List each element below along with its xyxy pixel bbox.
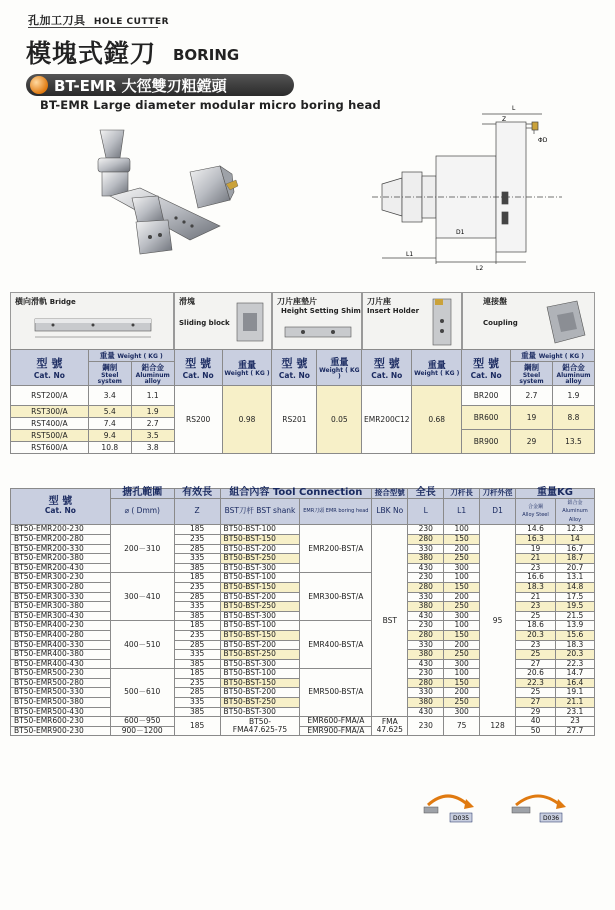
table-cell: BT50-EMR400-380 — [11, 650, 111, 660]
table-cell: 200 — [444, 688, 480, 698]
table-cell: 14.7 — [555, 669, 594, 679]
t1-h-weight-coupling: 重量 Weight ( KG ) — [511, 350, 595, 362]
table-cell: BT50-BST-250 — [220, 698, 300, 708]
page-title-cn: 模塊式鏜刀 — [26, 39, 157, 68]
table-cell: 230 — [408, 669, 444, 679]
table-cell: 335 — [174, 698, 220, 708]
bridge-image-cell: 橫向滑軌 Bridge — [10, 292, 174, 350]
table-cell: 18.6 — [516, 621, 556, 631]
table-cell: 100 — [444, 525, 480, 535]
table-cell: BT50-EMR500-430 — [11, 707, 111, 717]
table-cell: 16.7 — [555, 544, 594, 554]
table-cell: 12.3 — [555, 525, 594, 535]
table-cell: BT50-EMR200-330 — [11, 544, 111, 554]
table-cell: BT50-EMR600-230 — [11, 717, 111, 727]
table-cell: 0.68 — [412, 386, 462, 454]
table-cell: 385 — [174, 707, 220, 717]
table-cell: 17.5 — [555, 592, 594, 602]
dim-label-Z: Z — [502, 116, 507, 123]
table-cell: 280 — [408, 678, 444, 688]
table-cell: RST300/A — [11, 406, 89, 418]
table-cell: 1.9 — [131, 406, 174, 418]
table-cell: 23 — [555, 717, 594, 727]
table-cell: BT50-EMR300-230 — [11, 573, 111, 583]
table-cell: EMR200C12 — [362, 386, 412, 454]
table-row — [11, 525, 595, 535]
table-cell: BT50-EMR500-380 — [11, 698, 111, 708]
table-cell: 330 — [408, 544, 444, 554]
table-cell: BR900 — [462, 430, 511, 454]
table-cell: 385 — [174, 563, 220, 573]
table-cell: 385 — [174, 611, 220, 621]
table-cell: BT50-BST-150 — [220, 678, 300, 688]
table-cell: 380 — [408, 602, 444, 612]
t1-h-model-holder: 型 號 Cat. No — [362, 350, 412, 386]
table-cell: EMR900-FMA/A — [300, 726, 372, 736]
table-cell: 5.4 — [88, 406, 131, 418]
table-cell: 13.1 — [555, 573, 594, 583]
table-cell: 250 — [444, 698, 480, 708]
table-cell: 23 — [516, 640, 556, 650]
table-cell: 235 — [174, 678, 220, 688]
fma-bst-2: FMA47.625-75 — [232, 725, 288, 735]
table-cell: 16.4 — [555, 678, 594, 688]
table-cell — [220, 717, 300, 736]
table-cell: 2.7 — [131, 418, 174, 430]
header-divider — [28, 27, 158, 28]
category-label — [28, 12, 169, 28]
table-cell: 380 — [408, 554, 444, 564]
table-cell: 27.7 — [555, 726, 594, 736]
table-cell: 235 — [174, 534, 220, 544]
t1-h-weight-holder: 重量 Weight ( KG ) — [412, 350, 462, 386]
dim-label-D1: D1 — [456, 229, 465, 236]
table-cell: 300 — [444, 563, 480, 573]
table-cell: 25 — [516, 688, 556, 698]
table-cell: 14 — [555, 534, 594, 544]
subtitle-en: BT-EMR Large diameter modular micro boring head — [40, 98, 381, 112]
table-cell: BT50-EMR500-330 — [11, 688, 111, 698]
table-cell: 185 — [174, 573, 220, 583]
table-cell: BT50-EMR400-330 — [11, 640, 111, 650]
t1-h-weight-slide: 重量 Weight ( KG ) — [222, 350, 272, 386]
table-cell: 430 — [408, 611, 444, 621]
sliding-block-image-cell: 滑塊 Sliding block — [174, 292, 272, 350]
table-cell: BT50-BST-150 — [220, 534, 300, 544]
subtitle-bar — [26, 74, 294, 96]
table-cell: 300 — [444, 611, 480, 621]
table-cell: BT50-BST-100 — [220, 621, 300, 631]
table-cell: 200 — [444, 544, 480, 554]
shim-icon — [283, 321, 353, 343]
table-cell: 22.3 — [516, 678, 556, 688]
table-cell: EMR300-BST/A — [300, 573, 372, 621]
chamfer-tool-icon — [508, 785, 568, 825]
table-cell: 3.5 — [131, 430, 174, 442]
table-cell: EMR500-BST/A — [300, 669, 372, 717]
table-cell: BT50-BST-200 — [220, 544, 300, 554]
table-cell: 900－1200 — [110, 726, 174, 736]
table-cell: 230 — [408, 621, 444, 631]
table-cell: 19 — [511, 406, 553, 430]
table-cell: 29 — [516, 707, 556, 717]
t1-h-model-slide: 型 號 Cat. No — [174, 350, 222, 386]
parts-weight-table: 型 號 Cat. No 重量 Weight ( KG ) 型 號 Cat. No 重量 Weight ( KG ) 型 號 Cat. No 重量 Weight ( KG ) 型 號 Cat. No 重量 Weight ( KG ) 型 號 Cat. No 重量 Weight ( KG ) 鋼制 Steel system 鋁合金 Aluminum alloy 鋼制 Steel system 鋁合金 Aluminum alloy RST200/A 3.4 1.1 RS200 0.98 RS201 0.05 EMR200C12 0.68 BR200 2.7 1.9 RST300/A 5.4 1.9 BR600 19 8.8 RST400/A 7.4 2.7 RST500/A 9.4 3.5 BR900 29 13.5 RST600/A 10.8 3.8 — [10, 349, 595, 454]
table-cell: 200 — [444, 640, 480, 650]
table-cell: BT50-BST-300 — [220, 563, 300, 573]
table-cell: BR600 — [462, 406, 511, 430]
table-cell: 100 — [444, 573, 480, 583]
table-cell: 23 — [516, 563, 556, 573]
table-cell: RST200/A — [11, 386, 89, 406]
table-cell: BT50-EMR300-330 — [11, 592, 111, 602]
table-cell: 19 — [516, 544, 556, 554]
boring-head-spec-table: 型 號 Cat. No 搪孔範圍 有效長 組合內容 Tool Connection 接合型號 全長 刀杆長 刀杆外徑 重量KG ⌀ ( Dmm) Z BST刀杆 BST shank EMR刀頭 EMR boring head LBK No L L1 D1 合金鋼 Alloy Steel 鋁合金 Aluminum Alloy BT50-EMR200-230 200－310 185 BT50-BST-100 EMR200-BST/A BST 230 100 95 14.6 12.3 BT50-EMR200-280 235 BT50-BST-150 280 150 16.3 14 BT50-EMR200-330 285 BT50-BST-200 330 200 19 16.7 BT50-EMR200-380 335 BT50-BST-250 380 250 21 18.7 BT50-EMR200-430 385 BT50-BST-300 430 300 23 20.7 BT50-EMR300-230 300－410 185 BT50-BST-100 EMR300-BST/A 230 100 16.6 13.1 BT50-EMR300-280 235 BT50-BST-150 280 150 18.3 14.8 BT50-EMR300-330 285 BT50-BST-200 330 200 21 17.5 BT50-EMR300-380 335 BT50-BST-250 380 250 23 19.5 BT50-EMR300-430 385 BT50-BST-300 430 300 25 21.5 BT50-EMR400-230 400－510 185 BT50-BST-100 EMR400-BST/A 230 100 18.6 13.9 BT50-EMR400-280 235 BT50-BST-150 280 150 20.3 15.6 BT50-EMR400-330 285 BT50-BST-200 330 200 23 18.3 BT50-EMR400-380 335 BT50-BST-250 380 250 25 20.3 BT50-EMR400-430 385 BT50-BST-300 430 300 27 22.3 BT50-EMR500-230 500－610 185 BT50-BST-100 EMR500-BST/A 230 100 20.6 14.7 BT50-EMR500-280 235 BT50-BST-150 280 150 22.3 16.4 BT50-EMR500-330 285 BT50-BST-200 330 200 25 19.1 BT50-EMR500-380 335 BT50-BST-250 380 250 27 21.1 BT50-EMR500-430 385 BT50-BST-300 430 300 29 23.1 BT50-EMR600-230 600－950 185 BT50- FMA47.625-75 EMR600-FMA/A FMA 47.625 230 75 128 40 23 BT50-EMR900-230 900－1200 EMR900-FMA/A 50 27.7 — [10, 488, 595, 736]
table-cell: BT50-BST-300 — [220, 611, 300, 621]
t1-h-weight-bridge: 重量 Weight ( KG ) — [88, 350, 174, 362]
table-cell: RS201 — [272, 386, 317, 454]
table-cell: 385 — [174, 659, 220, 669]
table-cell: 95 — [480, 525, 516, 717]
page-title-en: BORING — [173, 46, 240, 64]
table-cell: 50 — [516, 726, 556, 736]
table-cell: 250 — [444, 650, 480, 660]
table-cell: EMR600-FMA/A — [300, 717, 372, 727]
table-cell: 230 — [408, 573, 444, 583]
fma-lbk-2: 47.625 — [376, 725, 403, 735]
fma-bst-1: BT50- — [248, 716, 271, 726]
table-cell: 21 — [516, 554, 556, 564]
table-cell: 16.6 — [516, 573, 556, 583]
table-cell: 400－510 — [110, 621, 174, 669]
table-cell: 185 — [174, 717, 220, 736]
table-row — [11, 717, 595, 727]
table-cell: BT50-EMR200-380 — [11, 554, 111, 564]
table-cell: BT50-BST-300 — [220, 659, 300, 669]
category-cn: 孔加工刀具 — [28, 14, 86, 27]
table-cell: 0.05 — [317, 386, 362, 454]
table-cell: BT50-EMR900-230 — [11, 726, 111, 736]
t1-h-model-shim: 型 號 Cat. No — [272, 350, 317, 386]
table-cell: 335 — [174, 650, 220, 660]
shim-image-cell: 刀片座墊片 Height Setting Shim — [272, 292, 362, 350]
table-cell: BT50-BST-250 — [220, 602, 300, 612]
table-cell: 100 — [444, 621, 480, 631]
table-cell: 380 — [408, 650, 444, 660]
table-cell: 100 — [444, 669, 480, 679]
table-cell: BT50-BST-250 — [220, 650, 300, 660]
technical-drawing — [372, 92, 572, 272]
table-cell: 20.3 — [516, 630, 556, 640]
subtitle-text: BT-EMR 大徑雙刃粗鏜頭 — [54, 77, 227, 95]
table-cell: BT50-BST-150 — [220, 630, 300, 640]
table-cell: 21.5 — [555, 611, 594, 621]
table-cell: 22.3 — [555, 659, 594, 669]
table-cell: 150 — [444, 678, 480, 688]
table-cell: 150 — [444, 534, 480, 544]
table-cell: 1.9 — [552, 386, 594, 406]
table-cell: 280 — [408, 534, 444, 544]
table-cell: 16.3 — [516, 534, 556, 544]
table-cell: BT50-EMR500-280 — [11, 678, 111, 688]
table-cell: BT50-BST-100 — [220, 573, 300, 583]
table-cell: 600－950 — [110, 717, 174, 727]
table-cell: 200 — [444, 592, 480, 602]
table-cell: 230 — [408, 525, 444, 535]
table-cell: 3.4 — [88, 386, 131, 406]
table-cell: BT50-EMR500-230 — [11, 669, 111, 679]
t2-h-conn: 組合內容 Tool Connection — [220, 489, 372, 499]
table-cell: 0.98 — [222, 386, 272, 454]
table-cell: 27 — [516, 698, 556, 708]
table-cell: 335 — [174, 602, 220, 612]
table-cell: 430 — [408, 659, 444, 669]
insert-holder-image-cell: 刀片座 Insert Holder — [362, 292, 462, 350]
orange-ball-icon — [30, 76, 48, 94]
table-cell: 18.3 — [555, 640, 594, 650]
table-cell: 500－610 — [110, 669, 174, 717]
t2-h-model: 型 號 Cat. No — [11, 489, 111, 525]
table-cell: 430 — [408, 707, 444, 717]
table-cell: BT50-BST-200 — [220, 688, 300, 698]
table-cell: 300 — [444, 659, 480, 669]
table-cell: 185 — [174, 525, 220, 535]
table-cell: 29 — [511, 430, 553, 454]
table-cell: 27 — [516, 659, 556, 669]
table-cell: 14.8 — [555, 582, 594, 592]
bridge-rail-icon — [33, 313, 153, 341]
dim-label-L2: L2 — [476, 265, 484, 272]
table-cell: 10.8 — [88, 442, 131, 454]
table-cell: 1.1 — [131, 386, 174, 406]
table-cell: 280 — [408, 582, 444, 592]
category-en: HOLE CUTTER — [93, 17, 170, 27]
table-cell: 300－410 — [110, 573, 174, 621]
table-cell: 21 — [516, 592, 556, 602]
table-cell: 300 — [444, 707, 480, 717]
table-cell: 330 — [408, 640, 444, 650]
table-cell: 330 — [408, 592, 444, 602]
table-cell: 2.7 — [511, 386, 553, 406]
boring-tool-icon — [418, 785, 478, 825]
table-cell: 23.1 — [555, 707, 594, 717]
table-cell: 430 — [408, 563, 444, 573]
table-cell: RST600/A — [11, 442, 89, 454]
table-cell: BST — [372, 525, 408, 717]
table-cell: EMR200-BST/A — [300, 525, 372, 573]
icon-right-label: D036 — [543, 815, 560, 822]
table-cell: 285 — [174, 544, 220, 554]
table-cell: 13.9 — [555, 621, 594, 631]
table-cell: 285 — [174, 592, 220, 602]
coupling-icon — [541, 297, 591, 347]
table-cell: 285 — [174, 688, 220, 698]
t1-h-model-coupling: 型 號 Cat. No — [462, 350, 511, 386]
table-cell: BT50-BST-200 — [220, 640, 300, 650]
table-cell: BT50-EMR300-380 — [11, 602, 111, 612]
table-cell: 40 — [516, 717, 556, 727]
table-cell: 21.1 — [555, 698, 594, 708]
table-cell: 20.3 — [555, 650, 594, 660]
table-cell: 9.4 — [88, 430, 131, 442]
coupling-image-cell: 連接盤 Coupling — [462, 292, 595, 350]
table-cell: 8.8 — [552, 406, 594, 430]
table-cell: 18.3 — [516, 582, 556, 592]
table-cell: BT50-EMR400-280 — [11, 630, 111, 640]
table-cell: BT50-EMR200-230 — [11, 525, 111, 535]
t1-h-weight-shim: 重量 Weight ( KG ) — [317, 350, 362, 386]
table-cell: 150 — [444, 582, 480, 592]
boring-head-photo — [80, 122, 250, 272]
table-cell: BT50-EMR300-430 — [11, 611, 111, 621]
table-cell: 250 — [444, 554, 480, 564]
table-cell: BT50-EMR400-230 — [11, 621, 111, 631]
table-cell: 330 — [408, 688, 444, 698]
table-cell: 7.4 — [88, 418, 131, 430]
table-cell: BT50-EMR400-430 — [11, 659, 111, 669]
table-cell: 18.7 — [555, 554, 594, 564]
table-cell: 3.8 — [131, 442, 174, 454]
table-cell: BT50-BST-100 — [220, 669, 300, 679]
table-cell: 235 — [174, 582, 220, 592]
dim-label-L1: L1 — [406, 251, 414, 258]
table-cell: RST500/A — [11, 430, 89, 442]
table-cell: 128 — [480, 717, 516, 736]
t1-h-model-bridge: 型 號 Cat. No — [11, 350, 89, 386]
table-cell: 15.6 — [555, 630, 594, 640]
table-cell: 335 — [174, 554, 220, 564]
table-cell: 230 — [408, 717, 444, 736]
table-cell: 150 — [444, 630, 480, 640]
table-cell: 13.5 — [552, 430, 594, 454]
table-cell — [372, 717, 408, 736]
table-cell: 185 — [174, 669, 220, 679]
table-cell: 14.6 — [516, 525, 556, 535]
table-cell: 200－310 — [110, 525, 174, 573]
table-cell: BT50-EMR200-430 — [11, 563, 111, 573]
table-cell: 20.6 — [516, 669, 556, 679]
sliding-block-icon — [233, 299, 267, 345]
table-cell: 250 — [444, 602, 480, 612]
insert-holder-icon — [427, 297, 457, 347]
table-cell: 20.7 — [555, 563, 594, 573]
icon-left-label: D035 — [453, 815, 470, 822]
table-cell: BT50-EMR300-280 — [11, 582, 111, 592]
table-cell: 185 — [174, 621, 220, 631]
table-cell: BT50-EMR200-280 — [11, 534, 111, 544]
table-cell: BT50-BST-250 — [220, 554, 300, 564]
table-cell: EMR400-BST/A — [300, 621, 372, 669]
table-cell: BT50-BST-150 — [220, 582, 300, 592]
table-cell: 25 — [516, 650, 556, 660]
table-cell: 380 — [408, 698, 444, 708]
table-cell: 235 — [174, 630, 220, 640]
table-cell: BT50-BST-200 — [220, 592, 300, 602]
table-cell: 19.5 — [555, 602, 594, 612]
table-cell: 19.1 — [555, 688, 594, 698]
table-cell: BT50-BST-300 — [220, 707, 300, 717]
table-cell: 285 — [174, 640, 220, 650]
table-cell: 75 — [444, 717, 480, 736]
table-cell: 23 — [516, 602, 556, 612]
table-cell: 25 — [516, 611, 556, 621]
table-cell: 280 — [408, 630, 444, 640]
dim-label-L: L — [512, 105, 516, 112]
fma-lbk-1: FMA — [381, 716, 398, 726]
table-cell: BT50-BST-100 — [220, 525, 300, 535]
table-cell: RS200 — [174, 386, 222, 454]
table-cell: RST400/A — [11, 418, 89, 430]
dim-label-D: ΦD — [538, 137, 548, 144]
table-cell: BR200 — [462, 386, 511, 406]
